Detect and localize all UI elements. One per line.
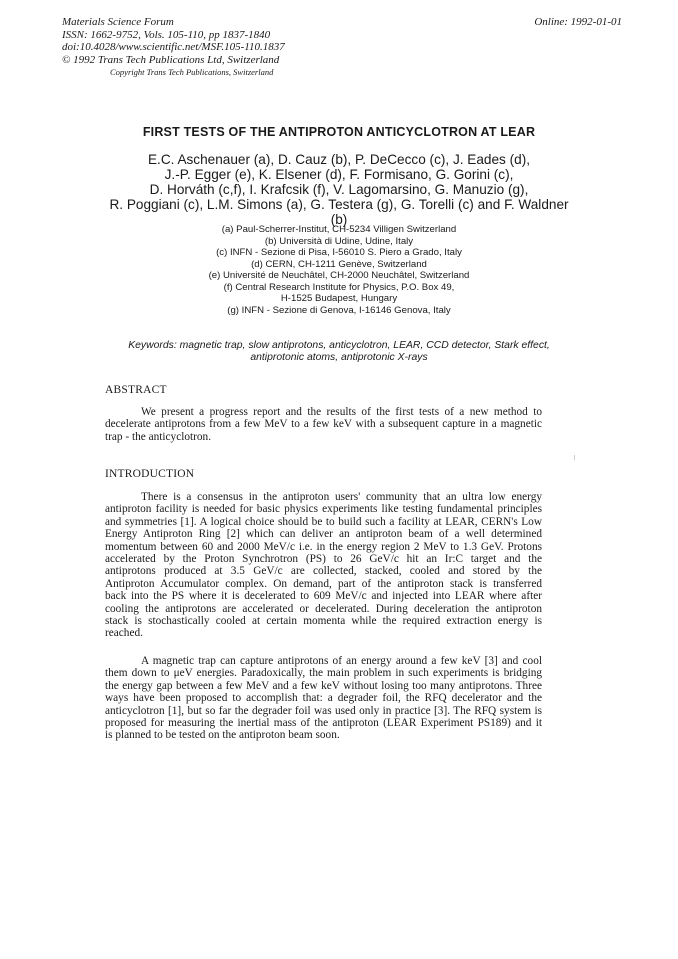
text-line: accelerated by the Proton Synchrotron (PS) to 26 GeV/c hit an Ir:C target and the — [105, 553, 542, 566]
text-line: We present a progress report and the results of the first tests of a new method to — [141, 406, 542, 418]
author-line: J.-P. Egger (e), K. Elsener (d), F. Formisano, G. Gorini (c), — [164, 167, 514, 182]
affiliation-line: (b) Università di Udine, Udine, Italy — [264, 235, 414, 247]
text-line: reached. — [105, 627, 143, 640]
scan-mark — [574, 455, 575, 460]
author-list — [60, 152, 618, 227]
text-line: and symmetries [1]. A logical choice should be to build such a facility at LEAR, CERN's Low — [105, 515, 542, 528]
introduction-paragraph-2 — [105, 655, 542, 742]
abstract-heading: ABSTRACT — [105, 384, 167, 396]
issn-line: ISSN: 1662-9752, Vols. 105-110, pp 1837-1840 — [62, 28, 271, 41]
affiliation-line: (c) INFN - Sezione di Pisa, I-56010 S. Piero a Grado, Italy — [216, 247, 462, 258]
publisher-line: © 1992 Trans Tech Publications Ltd, Switzerland — [62, 53, 280, 66]
author-line: (b) — [330, 212, 348, 227]
text-line: Antiproton Accumulator complex. On demand, part of the antiproton stack is transferred — [105, 577, 542, 590]
introduction-heading: INTRODUCTION — [105, 468, 195, 480]
affiliation-line: (f) Central Research Institute for Physics, P.O. Box 49, — [223, 281, 455, 293]
text-line: back into the PS where it is decelerated to 609 MeV/c and injected into LEAR where after — [105, 590, 542, 603]
introduction-paragraph-1 — [105, 491, 542, 640]
affiliation-list — [60, 224, 618, 316]
author-line: E.C. Aschenauer (a), D. Cauz (b), P. DeCecco (c), J. Eades (d), — [147, 152, 531, 167]
doi-line: doi:10.4028/www.scientific.net/MSF.105-110.1837 — [62, 41, 285, 53]
text-line: the energy gap between a few MeV and a few keV without losing too many antiprotons. Three — [105, 679, 542, 692]
page-header — [62, 16, 622, 79]
online-date: Online: 1992-01-01 — [534, 16, 622, 28]
text-line: stack is stochastically cooled at certain momenta while the required extraction energy is — [105, 615, 542, 628]
text-line: trap - the anticyclotron. — [105, 430, 212, 443]
text-line: them down to μeV energies. Paradoxically, the main problem in such experiments is bridging — [105, 667, 542, 680]
text-line: cooling the antiprotons are accelerated or decelerated. During deceleration the antiproton — [105, 602, 542, 615]
text-line: is planned to be tested on the antiproton beam soon. — [105, 729, 340, 742]
text-line: ways have been proposed to accomplish that: a degrader foil, the RFQ decelerator and the — [105, 692, 542, 705]
text-line: A magnetic trap can capture antiprotons of an energy around a few keV [3] and cool — [141, 655, 542, 667]
affiliation-line: (e) Université de Neuchâtel, CH-2000 Neuchâtel, Switzerland — [208, 270, 470, 281]
affiliation-line: (a) Paul-Scherrer-Institut, CH-5234 Villigen Switzerland — [221, 224, 457, 235]
text-line: anticyclotron [1], but so far the degrader foil was used only in practice [3]. The RFQ system is — [105, 704, 542, 717]
text-line: decelerate antiprotons from a few MeV to a few keV with a subsequent capture in a magnetic — [105, 418, 542, 431]
abstract-body — [105, 406, 542, 443]
journal-name: Materials Science Forum — [62, 16, 174, 28]
text-line: Energy Antiproton Ring [2] which can deliver an antiproton beam of a well determined — [105, 528, 542, 541]
paper-title: FIRST TESTS OF THE ANTIPROTON ANTICYCLOTRON AT LEAR — [142, 125, 536, 139]
affiliation-line: (g) INFN - Sezione di Genova, I-16146 Genova, Italy — [227, 304, 451, 316]
text-line: antiprotons produced at 3.5 GeV/c are collected, stacked, cooled and stored by the — [105, 565, 542, 578]
text-line: momentum between 60 and 2000 MeV/c i.e. in the energy region 2 MeV to 1.3 GeV. Protons — [105, 540, 542, 553]
text-line: antiproton facility is needed for basic physics experiments like testing fundamental principles — [105, 503, 542, 516]
affiliation-line: H-1525 Budapest, Hungary — [280, 293, 398, 304]
copyright-line: Copyright Trans Tech Publications, Switzerland — [110, 67, 274, 77]
keywords-line: Keywords: magnetic trap, slow antiprotons, anticyclotron, LEAR, CCD detector, Stark effect, — [128, 340, 550, 351]
keywords-line: antiprotonic atoms, antiprotonic X-rays — [250, 352, 428, 363]
keywords — [110, 340, 568, 364]
affiliation-line: (d) CERN, CH-1211 Genève, Switzerland — [251, 258, 427, 270]
author-line: R. Poggiani (c), L.M. Simons (a), G. Testera (g), G. Torelli (c) and F. Waldner — [109, 197, 569, 212]
text-line: There is a consensus in the antiproton users' community that an ultra low energy — [141, 491, 542, 503]
author-line: D. Horváth (c,f), I. Krafcsik (f), V. Lagomarsino, G. Manuzio (g), — [149, 182, 529, 197]
text-line: proposed for measuring the inertial mass of the antiproton (LEAR Experiment PS189) and it — [105, 717, 542, 730]
